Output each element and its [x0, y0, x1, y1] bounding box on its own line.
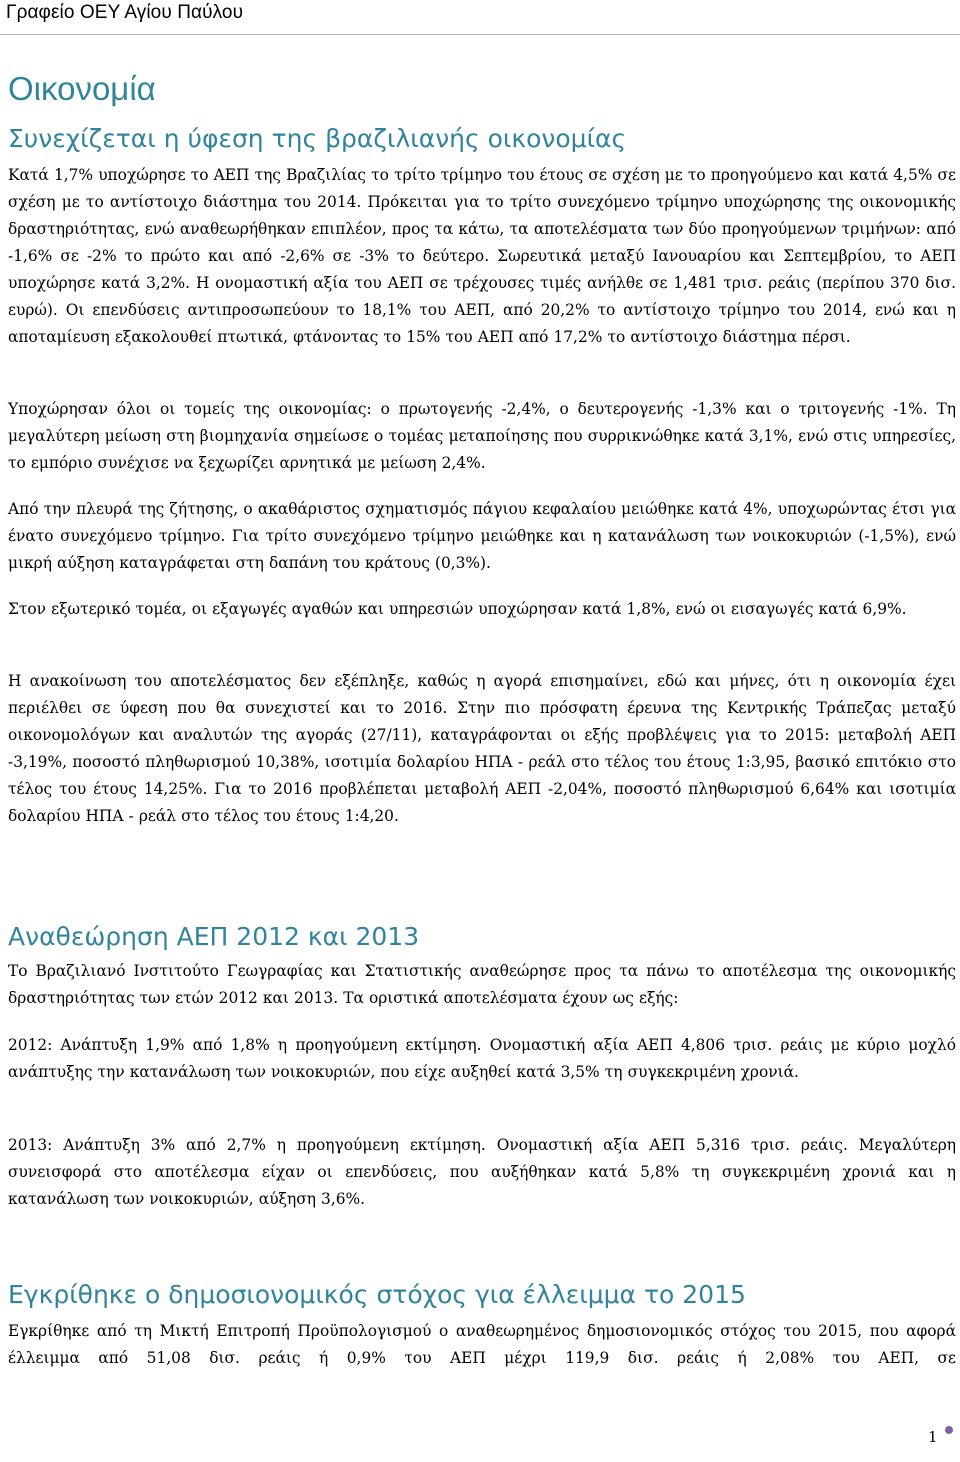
article-title-gdp-revision: Αναθεώρηση ΑΕΠ 2012 και 2013: [8, 922, 420, 951]
article-title-recession: Συνεχίζεται η ύφεση της βραζιλιανής οικονομίας: [8, 124, 627, 153]
office-header: Γραφείο ΟΕΥ Αγίου Παύλου: [6, 2, 244, 23]
paragraph-2012: 2012: Ανάπτυξη 1,9% από 1,8% η προηγούμενη εκτίμηση. Ονομαστική αξία ΑΕΠ 4,806 τρισ. ρεάις με κύριο μοχλό ανάπτυξης την κατανάλωση των νοικοκυριών, που είχε αυξηθεί κατά 3,5% τη συγκεκριμένη χρονιά.: [8, 1036, 956, 1081]
paragraph-revision-intro: Το Βραζιλιανό Ινστιτούτο Γεωγραφίας και Στατιστικής αναθεώρησε προς τα πάνω το αποτέλεσμα της οικονομικής δραστηριότητας των ετών 2012 και 2013. Τα οριστικά αποτελέσματα έχουν ως εξής:: [8, 962, 956, 1007]
section-title: Οικονομία: [8, 70, 156, 107]
paragraph-2013: 2013: Ανάπτυξη 3% από 2,7% η προηγούμενη εκτίμηση. Ονομαστική αξία ΑΕΠ 5,316 τρισ. ρεάις. Μεγαλύτερη συνεισφορά στο αποτέλεσμα είχαν οι επενδύσεις, που αυξήθηκαν κατά 5,8% τη συγκεκριμένη χρονιά και η κατανάλωση των νοικοκυριών, αύξηση 3,6%.: [8, 1136, 956, 1208]
paragraph-gdp-decline: Κατά 1,7% υποχώρησε το ΑΕΠ της Βραζιλίας το τρίτο τρίμηνο του έτους σε σχέση με το προηγούμενο και κατά 4,5% σε σχέση με το αντίστοιχο διάστημα του 2014. Πρόκειται για το τρίτο συνεχόμενο τρίμηνο υποχώρησης της οικονομικής δραστηριότητας, ενώ αναθεωρήθηκαν επιπλέον, προς τα κάτω, τα αποτελέσματα των δύο προηγούμενων τριμήνων: από -1,6% σε -2% το πρώτο και από -2,6% σε -3% το δεύτερο. Σωρευτικά μεταξύ Ιανουαρίου και Σεπτεμβρίου, το ΑΕΠ υποχώρησε κατά 3,2%. Η ονομαστική αξία του ΑΕΠ σε τρέχουσες τιμές ανήλθε σε 1,481 τρισ. ρεάις (περίπου 370 δισ. ευρώ). Οι επενδύσεις αντιπροσωπεύουν το 18,1% του ΑΕΠ, από 20,2% το αντίστοιχο τρίμηνο του 2014, ενώ και η αποταμίευση εξακολουθεί πτωτικά, φτάνοντας το 15% του ΑΕΠ από 17,2% το αντίστοιχο διάστημα πέρσι.: [8, 166, 956, 346]
header-divider: [0, 34, 960, 35]
paragraph-fiscal-target: Εγκρίθηκε από τη Μικτή Επιτροπή Προϋπολογισμού ο αναθεωρημένος δημοσιονομικός στόχος του 2015, που αφορά έλλειμμα από 51,08 δισ. ρεάις ή 0,9% του ΑΕΠ μέχρι 119,9 δισ. ρεάις ή 2,08% του ΑΕΠ, σε: [8, 1322, 956, 1367]
paragraph-forecasts: Η ανακοίνωση του αποτελέσματος δεν εξέπληξε, καθώς η αγορά επισημαίνει, εδώ και μήνες, ότι η οικονομία έχει περιέλθει σε ύφεση που θα συνεχιστεί και το 2016. Στην πιο πρόσφατη έρευνα της Κεντρικής Τράπεζας μεταξύ οικονομολόγων και αναλυτών της αγοράς (27/11), καταγράφονται οι εξής προβλέψεις για το 2015: μεταβολή ΑΕΠ -3,19%, ποσοστό πληθωρισμού 10,38%, ισοτιμία δολαρίου ΗΠΑ - ρεάλ στο τέλος του έτους 1:3,95, βασικό επιτόκιο στο τέλος του έτους 14,25%. Για το 2016 προβλέπεται μεταβολή ΑΕΠ -2,04%, ποσοστό πληθωρισμού 6,64% και ισοτιμία δολαρίου ΗΠΑ - ρεάλ στο τέλος του έτους 1:4,20.: [8, 672, 956, 825]
article-title-fiscal-target: Εγκρίθηκε ο δημοσιονομικός στόχος για έλλειμμα το 2015: [8, 1280, 746, 1309]
paragraph-external-sector: Στον εξωτερικό τομέα, οι εξαγωγές αγαθών και υπηρεσιών υποχώρησαν κατά 1,8%, ενώ οι εισαγωγές κατά 6,9%.: [8, 600, 907, 618]
paragraph-sectors: Υποχώρησαν όλοι οι τομείς της οικονομίας: ο πρωτογενής -2,4%, ο δευτερογενής -1,3% και ο τριτογενής -1%. Τη μεγαλύτερη μείωση στη βιομηχανία σημείωσε ο τομέας μεταποίησης που συρρικνώθηκε κατά 3,1%, ενώ στις υπηρεσίες, το εμπόριο συνέχισε να ξεχωρίζει αρνητικά με μείωση 2,4%.: [8, 400, 956, 472]
paragraph-demand: Από την πλευρά της ζήτησης, ο ακαθάριστος σχηματισμός πάγιου κεφαλαίου μειώθηκε κατά 4%, υποχωρώντας έτσι για ένατο συνεχόμενο τρίμηνο. Για τρίτο συνεχόμενο τρίμηνο μειώθηκε και η κατανάλωση των νοικοκυριών (-1,5%), ενώ μικρή αύξηση καταγράφεται στη δαπάνη του κράτους (0,3%).: [8, 500, 956, 572]
page-number: 1: [928, 1428, 938, 1446]
page-marker-dot-icon: [945, 1426, 953, 1434]
